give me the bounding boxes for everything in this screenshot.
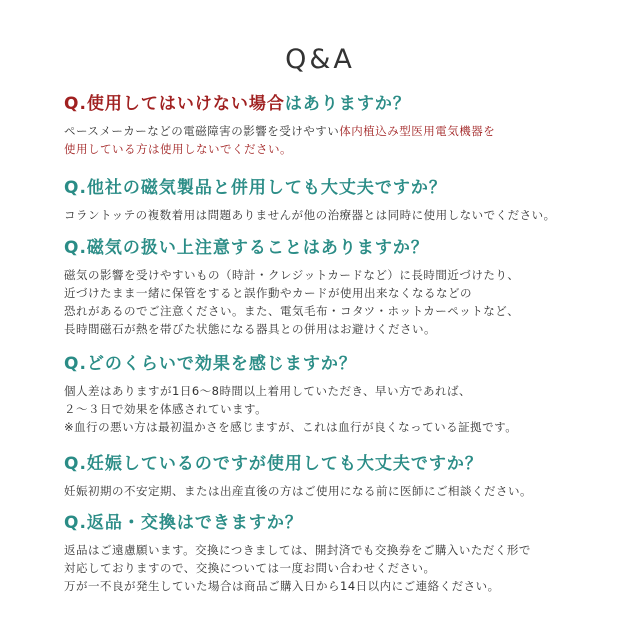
question-prefix: Q. [64, 513, 87, 533]
question-text: はありますか？ [284, 94, 411, 114]
answer-line: 万が一不良が発生していた場合は商品ご購入日から14日以内にご連絡ください。 [64, 579, 500, 593]
question-text: 磁気の扱い上注意することはありますか？ [86, 238, 429, 258]
question-text-emphasis: 使用してはいけない場合 [86, 94, 285, 114]
qa-item-restrictions [64, 92, 600, 158]
question-prefix: Q. [64, 238, 87, 258]
question-prefix: Q. [64, 354, 87, 374]
question-heading [64, 511, 600, 535]
answer-line: 近づけたまま一緒に保管をすると誤作動やカードが使用出来なくなるなどの [64, 286, 472, 300]
question-text: 妊娠しているのですが使用しても大丈夫ですか？ [86, 454, 483, 474]
answer-line: 妊娠初期の不安定期、または出産直後の方はご使用になる前に医師にご相談ください。 [64, 484, 532, 498]
answer-line: 個人差はありますが1日6〜8時間以上着用していただき、早い方であれば、 [64, 384, 471, 398]
question-prefix: Q. [64, 178, 87, 198]
question-text: どのくらいで効果を感じますか？ [86, 354, 357, 374]
answer-line: 恐れがあるのでご注意ください。また、電気毛布・コタツ・ホットカーペットなど、 [64, 304, 520, 318]
question-heading [64, 176, 600, 200]
question-heading [64, 352, 600, 376]
qa-item-returns [64, 511, 600, 595]
question-heading [64, 236, 600, 260]
answer-line [64, 122, 600, 140]
answer-line: ２〜３日で効果を体感されています。 [64, 402, 268, 416]
answer-line: 使用している方は使用しないでください。 [64, 142, 292, 156]
question-heading [64, 452, 600, 476]
answer-line: 対応しておりますので、交換については一度お問い合わせください。 [64, 561, 436, 575]
answer-line: ※血行の悪い方は最初温かさを感じますが、これは血行が良くなっている証拠です。 [64, 420, 518, 434]
answer-emphasis: 体内植込み型医用電気機器を [339, 124, 496, 138]
qa-item-pregnancy [64, 452, 600, 500]
question-heading [64, 92, 600, 116]
question-text: 返品・交換はできますか？ [86, 513, 303, 533]
answer-text: ペースメーカーなどの電磁障害の影響を受けやすい [64, 124, 340, 138]
question-prefix: Q. [64, 94, 87, 114]
page-title: Q&A [285, 44, 355, 75]
answer-line: 磁気の影響を受けやすいもの（時計・クレジットカードなど）に長時間近づけたり、 [64, 268, 520, 282]
answer-line: 長時間磁石が熱を帯びた状態になる器具との併用はお避けください。 [64, 322, 436, 336]
qa-item-combined-use [64, 176, 600, 224]
qa-item-effect-timing [64, 352, 600, 436]
qa-item-magnet-handling [64, 236, 600, 338]
answer-line: コラントッテの複数着用は問題ありませんが他の治療器とは同時に使用しないでください。 [64, 208, 556, 222]
question-prefix: Q. [64, 454, 87, 474]
answer-line: 返品はご遠慮願います。交換につきましては、開封済でも交換券をご購入いただく形で [64, 543, 531, 557]
question-text: 他社の磁気製品と併用しても大丈夫ですか？ [86, 178, 447, 198]
